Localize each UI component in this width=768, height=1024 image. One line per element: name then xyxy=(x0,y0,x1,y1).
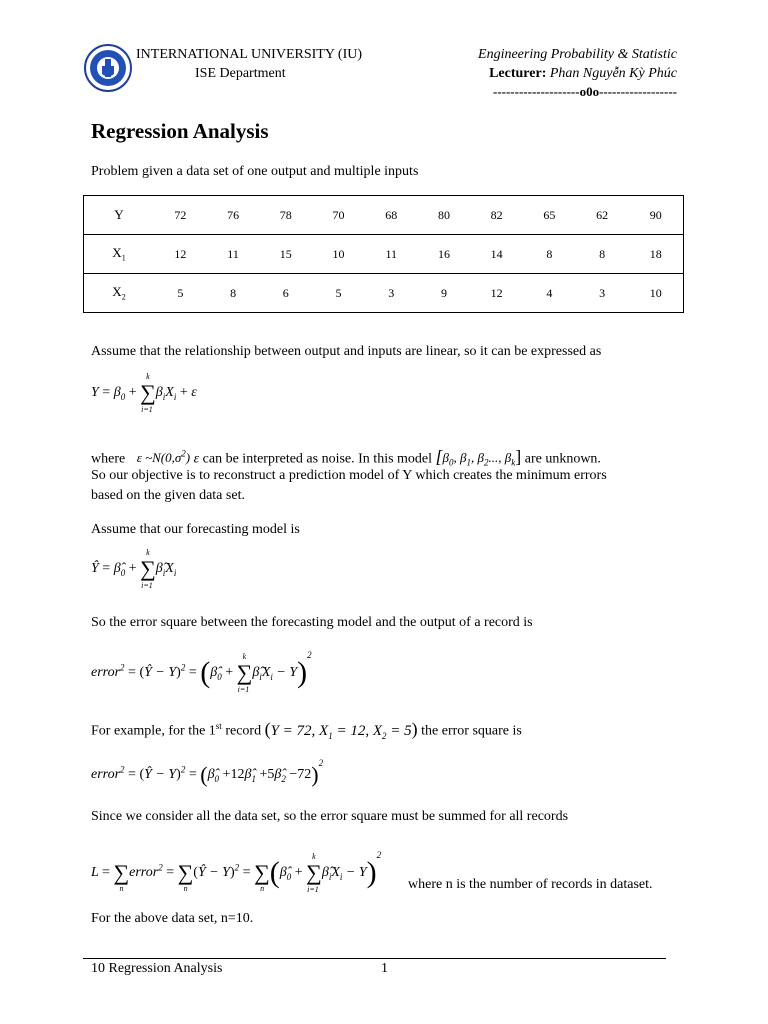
example-post: the error square is xyxy=(421,723,522,739)
table-cell: 6 xyxy=(259,274,312,313)
table-cell: 9 xyxy=(418,274,471,313)
objective-line-2: based on the given data set. xyxy=(91,488,245,503)
table-cell: 90 xyxy=(628,196,683,235)
forecast-model-equation: Ŷ = $\betâ_0$ + ∑ k i=1 $\betâ_iX_i$ xyxy=(91,548,177,590)
table-cell: 3 xyxy=(365,274,418,313)
table-cell: 68 xyxy=(365,196,418,235)
table-row xyxy=(84,274,684,313)
university-logo-icon xyxy=(84,44,132,92)
table-cell: 10 xyxy=(312,235,365,274)
header-separator: --------------------o0o------------------ xyxy=(492,84,677,99)
example-sup: st xyxy=(215,721,222,731)
lecturer-name: Phan Nguyễn Kỳ Phúc xyxy=(549,66,677,81)
sum-symbol: ∑ n xyxy=(177,859,194,893)
eq-term: Y xyxy=(91,385,99,401)
sum-symbol: ∑ k i=1 xyxy=(140,372,156,414)
where-n-text: where n is the number of records in dataset. xyxy=(408,877,653,892)
table-cell: 18 xyxy=(628,235,683,274)
footer-page-number: 1 xyxy=(381,961,388,976)
sum-symbol: ∑ n xyxy=(113,859,130,893)
table-row xyxy=(84,235,684,274)
lecturer-label: Lecturer: xyxy=(489,66,547,81)
unknown-text: are unknown. xyxy=(524,451,601,467)
error-square-equation: error$^2$ = (Ŷ − $Y)^2 = (\betâ_0$ + ∑ k i=1 $\betâ_iX_i - Y)^2$ xyxy=(91,650,312,694)
table-cell: 16 xyxy=(418,235,471,274)
loss-equation: L = ∑ n error$^2$ = ∑ n (Ŷ − Y)$^2$ = ∑ n ($\betâ_0$ + ∑ k i=1 $\betâ_iX_i - Y)^2$ xyxy=(91,850,382,894)
table-cell: 14 xyxy=(470,235,523,274)
table-cell: 65 xyxy=(523,196,576,235)
where-word: where xyxy=(91,451,126,467)
table-cell: 8 xyxy=(207,274,260,313)
table-row xyxy=(84,196,684,235)
table-cell: 76 xyxy=(207,196,260,235)
course-name: Engineering Probability & Statistic xyxy=(478,47,677,62)
sum-symbol: ∑ k i=1 xyxy=(306,851,322,894)
table-cell: 4 xyxy=(523,274,576,313)
sum-symbol: ∑ n xyxy=(254,859,270,893)
department-name: ISE Department xyxy=(195,66,286,81)
linear-model-equation: $Y = \beta_0$ + ∑ k i=1 $\beta_iX_i + \varepsilon$ xyxy=(91,372,197,414)
table-cell: 10 xyxy=(628,274,683,313)
table-cell: 12 xyxy=(154,235,207,274)
university-name: INTERNATIONAL UNIVERSITY (IU) xyxy=(136,47,363,62)
table-cell: 78 xyxy=(259,196,312,235)
example-error-equation: error$^2$ = (Ŷ − $Y)^2 = (\betâ_0$ $+12\betâ_1$ $+5\betâ_2 -72)^2$ xyxy=(91,758,324,787)
table-cell: 11 xyxy=(207,235,260,274)
error-square-paragraph: So the error square between the forecasting model and the output of a record is xyxy=(91,615,533,630)
sum-all-paragraph: Since we consider all the data set, so the error square must be summed for all records xyxy=(91,809,569,824)
unknown-params: [ xyxy=(435,446,443,467)
table-cell: 15 xyxy=(259,235,312,274)
where-line: where ε $\sim N(0,\sigma^2)$ ε can be interpreted as noise. In this model [$\beta_0$, $\beta_1$, $\beta_2$..., $\beta_k$] are unknown. xyxy=(91,446,601,468)
table-cell: 5 xyxy=(154,274,207,313)
table-cell: 62 xyxy=(576,196,629,235)
sum-symbol: ∑ k i=1 xyxy=(140,548,156,590)
first-record: (Y = 72, $X_1 = 12$, $X_2 = 5$) xyxy=(264,718,418,741)
example-mid: record xyxy=(225,723,262,739)
table-cell: 72 xyxy=(154,196,207,235)
table-cell: 5 xyxy=(312,274,365,313)
objective-line-1: So our objective is to reconstruct a prediction model of Y which creates the minimum errors xyxy=(91,468,607,483)
table-cell: 12 xyxy=(470,274,523,313)
noise-distribution: ε $\sim N(0,\sigma^2)$ xyxy=(136,449,191,466)
row-label: $X_2$ xyxy=(84,274,155,313)
intro-paragraph: Problem given a data set of one output and multiple inputs xyxy=(91,164,419,179)
table-cell: 82 xyxy=(470,196,523,235)
table-cell: 3 xyxy=(576,274,629,313)
sum-symbol: ∑ k i=1 xyxy=(236,651,253,694)
noise-text: can be interpreted as noise. In this model xyxy=(202,451,433,467)
footer-divider xyxy=(83,958,666,959)
lecturer-line xyxy=(489,66,677,82)
n-value-paragraph: For the above data set, n=10. xyxy=(91,911,254,926)
table-cell: 8 xyxy=(576,235,629,274)
example-line xyxy=(91,716,522,746)
table-cell: 70 xyxy=(312,196,365,235)
table-cell: 80 xyxy=(418,196,471,235)
footer-chapter: 10 Regression Analysis xyxy=(91,961,223,976)
page-title: Regression Analysis xyxy=(91,119,269,143)
data-table xyxy=(83,195,684,313)
row-label: Y xyxy=(84,196,155,235)
assume-linear-paragraph: Assume that the relationship between output and inputs are linear, so it can be expressed as xyxy=(91,344,602,359)
table-cell: 8 xyxy=(523,235,576,274)
assume-model-paragraph: Assume that our forecasting model is xyxy=(91,522,300,537)
table-cell: 11 xyxy=(365,235,418,274)
row-label: $X_1$ xyxy=(84,235,155,274)
example-pre: For example, for the 1 xyxy=(91,723,216,739)
